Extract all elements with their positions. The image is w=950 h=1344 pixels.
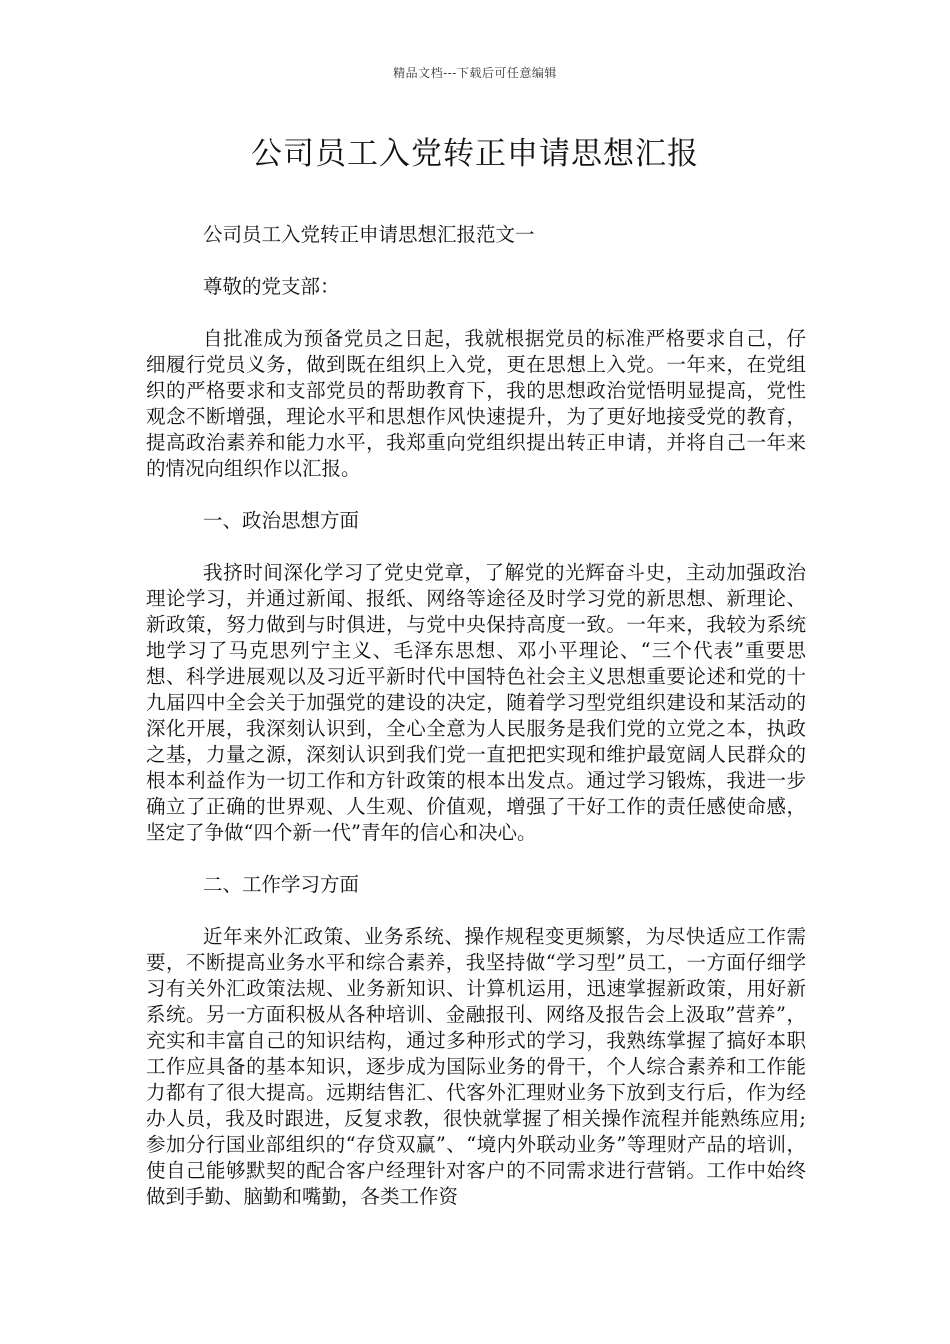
salutation: 尊敬的党支部： — [203, 275, 340, 298]
page-header-watermark: 精品文档---下载后可任意编辑 — [393, 66, 557, 80]
paragraph-political: 我挤时间深化学习了党史党章，了解党的光辉奋斗史，主动加强政治理论学习，并通过新闻、报纸、网络等途径及时学习党的新思想、新理论、新政策，努力做到与时俱进，与党中央保持高度一致。一年来，我较为系统地学习了马克思列宁主义、毛泽东思想、邓小平理论、“三个代表”重要思想、科学进展观以及习近平新时代中国特色社会主义思想重要论述和党的十九届四中全会关于加强党的建设的决定，随着学习型党组织建设和某活动的深化开展，我深刻认识到，全心全意为人民服务是我们党的立党之本，执政之基，力量之源，深刻认识到我们党一直把把实现和维护最宽阔人民群众的根本利益作为一切工作和方针政策的根本出发点。通过学习锻炼，我进一步确立了正确的世界观、人生观、价值观，增强了干好工作的责任感使命感，坚定了争做“四个新一代”青年的信心和决心。 — [146, 561, 806, 844]
paragraph-intro: 自批准成为预备党员之日起，我就根据党员的标准严格要求自己，仔细履行党员义务，做到既在组织上入党，更在思想上入党。一年来，在党组织的严格要求和支部党员的帮助教育下，我的思想政治觉悟明显提高，党性观念不断增强，理论水平和思想作风快速提升，为了更好地接受党的教育，提高政治素养和能力水平，我郑重向党组织提出转正申请，并将自己一年来的情况向组织作以汇报。 — [146, 327, 806, 480]
section-heading-work: 二、工作学习方面 — [203, 873, 360, 896]
section-heading-political: 一、政治思想方面 — [203, 509, 360, 532]
document-title: 公司员工入党转正申请思想汇报 — [251, 136, 699, 172]
document-subtitle: 公司员工入党转正申请思想汇报范文一 — [203, 223, 535, 246]
paragraph-work: 近年来外汇政策、业务系统、操作规程变更频繁，为尽快适应工作需要，不断提高业务水平和综合素养，我坚持做“学习型”员工，一方面仔细学习有关外汇政策法规、业务新知识、计算机运用，迅速掌握新政策，用好新系统。另一方面积极从各种培训、金融报刊、网络及报告会上汲取”营养”，充实和丰富自己的知识结构，通过多种形式的学习，我熟练掌握了搞好本职工作应具备的基本知识，逐步成为国际业务的骨干，个人综合素养和工作能力都有了很大提高。远期结售汇、代客外汇理财业务下放到支行后，作为经办人员，我及时跟进，反复求教，很快就掌握了相关操作流程并能熟练应用;参加分行国业部组织的“存贷双赢”、“境内外联动业务”等理财产品的培训，使自己能够默契的配合客户经理针对客户的不同需求进行营销。工作中始终做到手勤、脑勤和嘴勤，各类工作资 — [146, 925, 806, 1208]
document-body — [146, 222, 806, 1210]
